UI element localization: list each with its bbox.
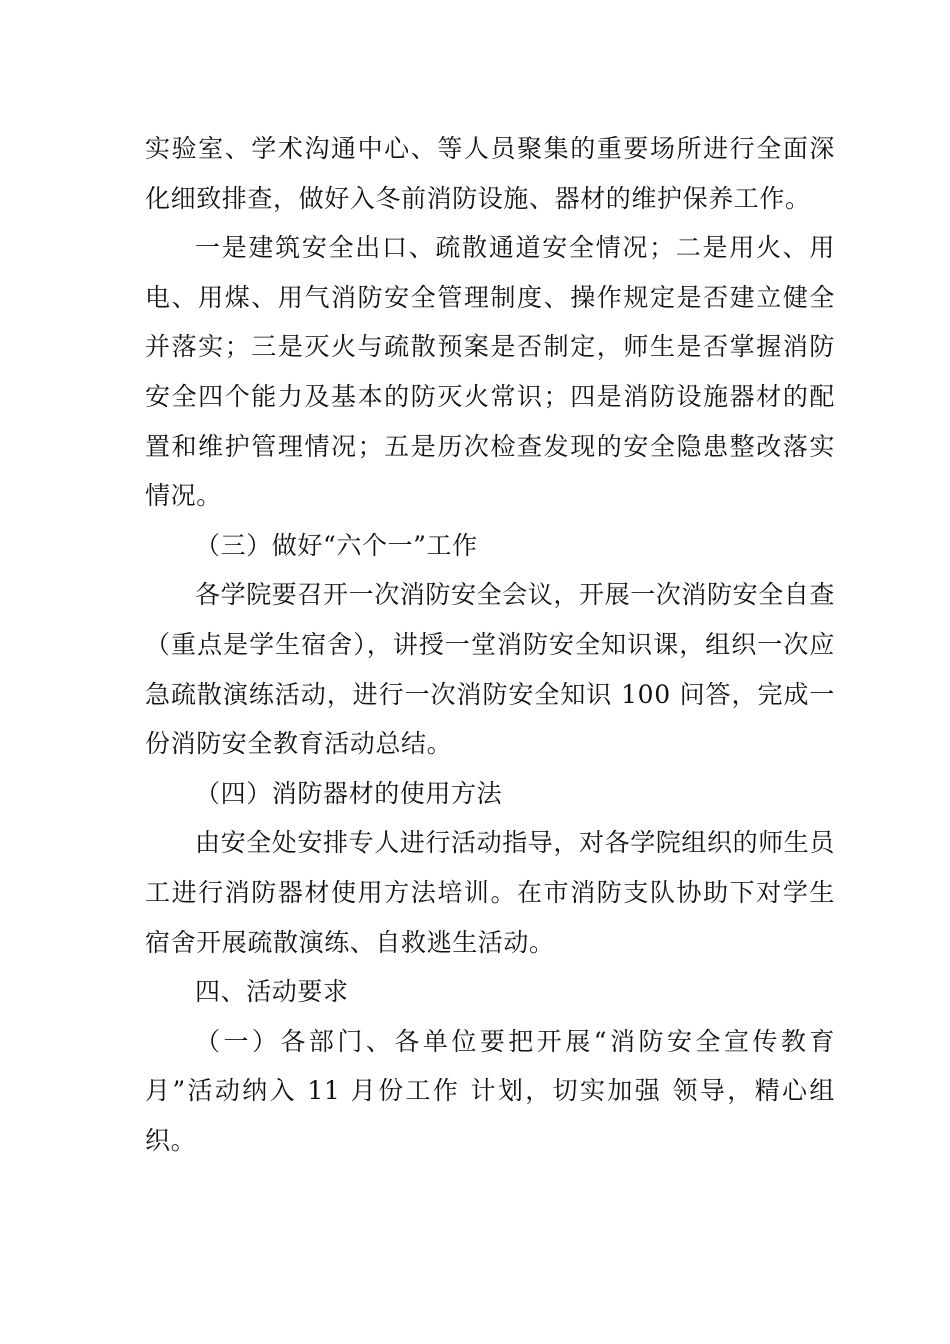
section-heading-requirements: 四、活动要求 (195, 977, 349, 1007)
paragraph-requirement-1: （一）各部门、各单位要把开展“消防安全宣传教育月”活动纳入 11 月份工作 计划，切实加强 领导，精心组织。 (145, 1026, 835, 1155)
paragraph-inspection-items: 一是建筑安全出口、疏散通道安全情况；二是用火、用电、用煤、用气消防安全管理制度、操作规定是否建立健全并落实；三是灭火与疏散预案是否制定，师生是否掌握消防安全四个能力及基本的防灭火常识；四是消防设施器材的配置和维护管理情况；五是历次检查发现的安全隐患整改落实情况。 (145, 233, 835, 511)
paragraph-continuation: 实验室、学术沟通中心、等人员聚集的重要场所进行全面深化细致排查，做好入冬前消防设施、器材的维护保养工作。 (145, 134, 835, 213)
section-heading-equipment-usage: （四）消防器材的使用方法 (195, 778, 503, 808)
paragraph-six-ones: 各学院要召开一次消防安全会议，开展一次消防安全自查（重点是学生宿舍），讲授一堂消防安全知识课，组织一次应急疏散演练活动，进行一次消防安全知识 100 问答，完成一份消防安全教育活动总结。 (145, 580, 836, 759)
document-body (145, 124, 835, 1165)
paragraph-equipment-usage: 由安全处安排专人进行活动指导，对各学院组织的师生员工进行消防器材使用方法培训。在市消防支队协助下对学生宿舍开展疏散演练、自救逃生活动。 (145, 828, 836, 957)
section-heading-six-ones: （三）做好“六个一”工作 (195, 530, 478, 560)
